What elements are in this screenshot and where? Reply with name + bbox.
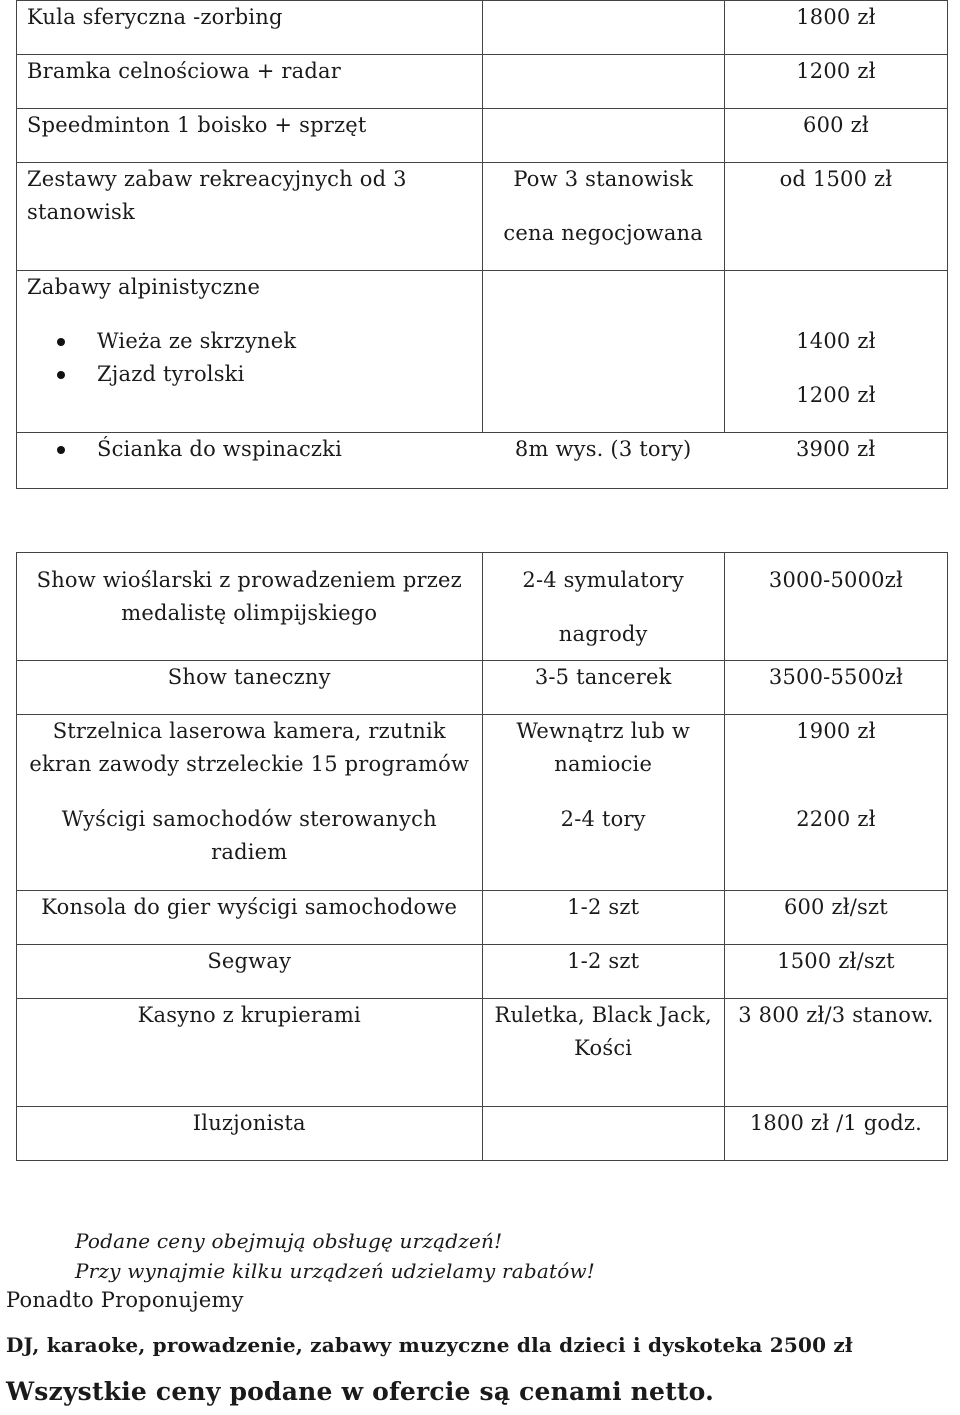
item-name: Kasyno z krupierami [17, 999, 483, 1107]
item-price: 600 zł/szt [724, 891, 947, 945]
more-title: Ponadto Proponujemy [6, 1288, 244, 1312]
price-table-attractions [16, 0, 948, 489]
item-price: od 1500 zł [724, 163, 947, 271]
item-price: 3 800 zł/3 stanow. [724, 999, 947, 1107]
item-note: Ruletka, Black Jack, Kości [482, 999, 724, 1107]
table-row [17, 1, 948, 55]
item-name: Show taneczny [17, 661, 483, 715]
item-price: 2200 zł [724, 803, 947, 891]
table-row [17, 1107, 948, 1161]
list-item: Wieża ze skrzynek [57, 325, 472, 358]
table-row [17, 945, 948, 999]
item-price: 1800 zł [724, 1, 947, 55]
item-note: 1-2 szt [482, 891, 724, 945]
list-item: Zjazd tyrolski [57, 358, 472, 391]
dj-offer: DJ, karaoke, prowadzenie, zabawy muzyczne dla dzieci i dyskoteka 2500 zł [6, 1333, 853, 1357]
item-note: 1-2 szt [482, 945, 724, 999]
item-name: Segway [17, 945, 483, 999]
item-note: 3-5 tancerek [482, 661, 724, 715]
price-table-shows [16, 552, 948, 1161]
item-name: Konsola do gier wyścigi samochodowe [17, 891, 483, 945]
table-row [17, 271, 948, 433]
table-row [17, 55, 948, 109]
table-row [17, 553, 948, 661]
item-note: Wewnątrz lub w namiocie [482, 715, 724, 803]
item-note: nagrody [558, 622, 648, 646]
item-price: 3000-5000zł [724, 553, 947, 661]
item-price: 3900 zł [724, 433, 947, 489]
note-line: Przy wynajmie kilku urządzeń udzielamy rabatów! [75, 1259, 596, 1283]
table-row [17, 715, 948, 803]
table-row [17, 163, 948, 271]
item-price: 3500-5500zł [724, 661, 947, 715]
item-name: Bramka celnościowa + radar [17, 55, 483, 109]
table-row [17, 433, 948, 489]
item-price: 1900 zł [724, 715, 947, 803]
item-note: 2-4 tory [482, 803, 724, 891]
item-price: 1800 zł /1 godz. [724, 1107, 947, 1161]
item-price: 600 zł [724, 109, 947, 163]
item-name: Show wioślarski z prowadzeniem przez medalistę olimpijskiego [17, 553, 483, 661]
table-row [17, 803, 948, 891]
item-name: Strzelnica laserowa kamera, rzutnik ekran zawody strzeleckie 15 programów [17, 715, 483, 803]
table-row [17, 999, 948, 1107]
item-price: 1200 zł [796, 383, 876, 407]
item-name: Zabawy alpinistyczne [27, 275, 261, 299]
item-price: 1400 zł [796, 329, 876, 353]
item-note: 8m wys. (3 tory) [482, 433, 724, 489]
item-name: Zestawy zabaw rekreacyjnych od 3 stanowisk [17, 163, 483, 271]
item-note [482, 1107, 724, 1161]
note-line: Podane ceny obejmują obsługę urządzeń! [75, 1229, 503, 1253]
item-name: Iluzjonista [17, 1107, 483, 1161]
price-notes [75, 1226, 595, 1286]
item-note: 2-4 symulatory [522, 568, 684, 592]
item-name: Kula sferyczna -zorbing [17, 1, 483, 55]
net-prices-notice: Wszystkie ceny podane w ofercie są cenami netto. [6, 1377, 714, 1406]
item-price: 1200 zł [724, 55, 947, 109]
table-row [17, 109, 948, 163]
item-name: Speedminton 1 boisko + sprzęt [17, 109, 483, 163]
item-name: Wyścigi samochodów sterowanych radiem [17, 803, 483, 891]
item-sublist [27, 325, 472, 391]
item-sublist [27, 433, 472, 466]
table-row [17, 891, 948, 945]
item-note: cena negocjowana [503, 221, 703, 245]
table-row [17, 661, 948, 715]
item-note: Pow 3 stanowisk [513, 167, 694, 191]
list-item: Ścianka do wspinaczki [57, 433, 472, 466]
item-price: 1500 zł/szt [724, 945, 947, 999]
